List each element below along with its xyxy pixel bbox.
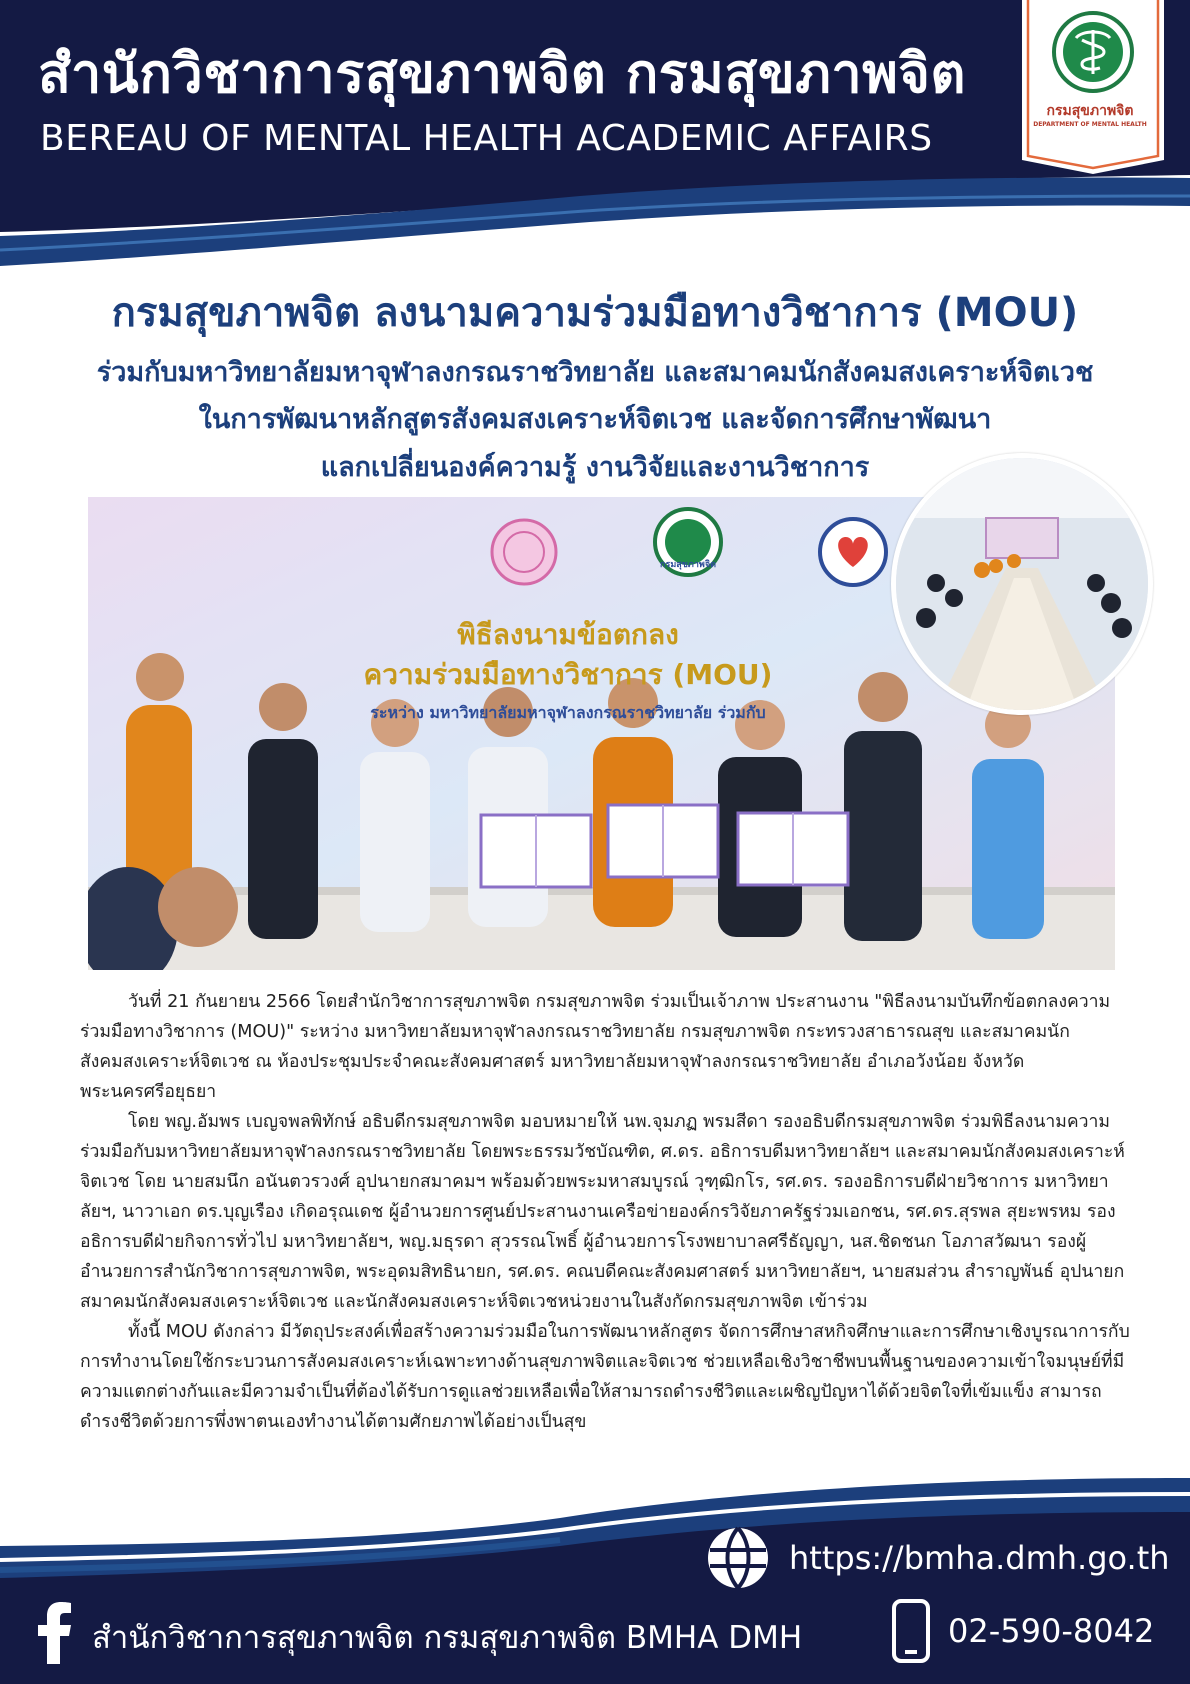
org-name-english: BEREAU OF MENTAL HEALTH ACADEMIC AFFAIRS	[40, 118, 933, 159]
globe-icon	[706, 1526, 770, 1590]
facebook-page-link[interactable]: สำนักวิชาการสุขภาพจิต กรมสุขภาพจิต BMHA DMH	[92, 1620, 803, 1656]
seal-caption-english: DEPARTMENT OF MENTAL HEALTH	[1033, 121, 1147, 128]
article-headline: กรมสุขภาพจิต ลงนามความร่วมมือทางวิชาการ (MOU)	[111, 290, 1079, 336]
phone-number-link[interactable]: 02-590-8042	[948, 1612, 1155, 1650]
mobile-phone-icon	[891, 1598, 931, 1664]
org-name-thai: สำนักวิชาการสุขภาพจิต กรมสุขภาพจิต	[38, 42, 966, 105]
page-footer	[0, 1460, 1190, 1684]
seal-caption-thai: กรมสุขภาพจิต	[1046, 103, 1134, 119]
body-paragraph: โดย พญ.อัมพร เบญจพลพิทักษ์ อธิบดีกรมสุขภาพจิต มอบหมายให้ นพ.จุมภฏ พรมสีดา รองอธิบดีกรมสุขภาพจิต ร่วมพิธีลงนามความร่วมมือกับมหาวิทยาลัยมหาจุฬาลงกรณราชวิทยาลัย โดยพระธรรมวัชบัณฑิต, ศ.ดร. อธิการบดีมหาวิทยาลัยฯ และสมาคมนักสังคมสงเคราะห์จิตเวช โดย นายสมนึก อนันตวรวงศ์ อุปนายกสมาคมฯ พร้อมด้วยพระมหาสมบูรณ์ วุฑฺฒิกโร, รศ.ดร. รองอธิการบดีฝ่ายวิชาการ มหาวิทยาลัยฯ, นาวาเอก ดร.บุญเรือง เกิดอรุณเดช ผู้อำนวยการศูนย์ประสานงานเครือข่ายองค์กรวิจัยภาครัฐร่วมเอกชน, รศ.ดร.สุรพล สุยะพรหม รองอธิการบดีฝ่ายกิจการทั่วไป มหาวิทยาลัยฯ, พญ.มธุรดา สุวรรณโพธิ์ ผู้อำนวยการโรงพยาบาลศรีธัญญา, นส.ชิดชนก โอภาสวัฒนา รองผู้อำนวยการสำนักวิชาการสุขภาพจิต, พระอุดมสิทธินายก, รศ.ดร. คณบดีคณะสังคมศาสตร์ มหาวิทยาลัยฯ, นายสมส่วน สำราญพันธ์ อุปนายกสมาคมนักสังคมสงเคราะห์จิตเวช และนักสังคมสงเคราะห์จิตเวชหน่วยงานในสังกัดกรมสุขภาพจิต เข้าร่วม	[80, 1112, 1125, 1312]
stage-banner-title: พิธีลงนามข้อตกลง	[457, 618, 679, 651]
department-of-mental-health-seal-icon	[1020, 0, 1166, 176]
stage-banner-subtitle: ความร่วมมือทางวิชาการ (MOU)	[363, 658, 773, 691]
stage-logo-caption: กรมสุขภาพจิต	[660, 560, 716, 570]
facebook-icon	[36, 1600, 74, 1664]
meeting-room-inset-photo	[891, 453, 1153, 715]
article-subtitle-line: แลกเปลี่ยนองค์ความรู้ งานวิจัยและงานวิชาการ	[320, 452, 870, 483]
article-body	[80, 987, 1130, 1437]
website-link[interactable]: https://bmha.dmh.go.th	[789, 1539, 1170, 1577]
page-header	[0, 0, 1190, 270]
body-paragraph: วันที่ 21 กันยายน 2566 โดยสำนักวิชาการสุขภาพจิต กรมสุขภาพจิต ร่วมเป็นเจ้าภาพ ประสานงาน "พิธีลงนามบันทึกข้อตกลงความร่วมมือทางวิชาการ (MOU)" ระหว่าง มหาวิทยาลัยมหาจุฬาลงกรณราชวิทยาลัย กรมสุขภาพจิต กระทรวงสาธารณสุข และสมาคมนักสังคมสงเคราะห์จิตเวช ณ ห้องประชุมประจำคณะสังคมศาสตร์ มหาวิทยาลัยมหาจุฬาลงกรณราชวิทยาลัย อำเภอวังน้อย จังหวัดพระนครศรีอยุธยา	[80, 992, 1111, 1102]
body-paragraph: ทั้งนี้ MOU ดังกล่าว มีวัตถุประสงค์เพื่อสร้างความร่วมมือในการพัฒนาหลักสูตร จัดการศึกษาสหกิจศึกษาและการศึกษาเชิงบูรณาการกับการทำงานโดยใช้กระบวนการสังคมสงเคราะห์เฉพาะทางด้านสุขภาพจิตและจิตเวช ช่วยเหลือเชิงวิชาชีพบนพื้นฐานของความเข้าใจมนุษย์ที่มีความแตกต่างกันและมีความจำเป็นที่ต้องได้รับการดูแลช่วยเหลือเพื่อให้สามารถดำรงชีวิตและเผชิญปัญหาได้ด้วยจิตใจที่เข้มแข็ง สามารถดำรงชีวิตด้วยการพึ่งพาตนเองทำงานได้ตามศักยภาพได้อย่างเป็นสุข	[80, 1322, 1130, 1432]
meeting-room-illustration	[896, 458, 1148, 710]
article-subtitle-line: ในการพัฒนาหลักสูตรสังคมสงเคราะห์จิตเวช และจัดการศึกษาพัฒนา	[198, 404, 992, 435]
article-subtitle-line: ร่วมกับมหาวิทยาลัยมหาจุฬาลงกรณราชวิทยาลัย และสมาคมนักสังคมสงเคราะห์จิตเวช	[96, 357, 1094, 388]
stage-banner-parties: ระหว่าง มหาวิทยาลัยมหาจุฬาลงกรณราชวิทยาลัย ร่วมกับ	[370, 703, 766, 722]
